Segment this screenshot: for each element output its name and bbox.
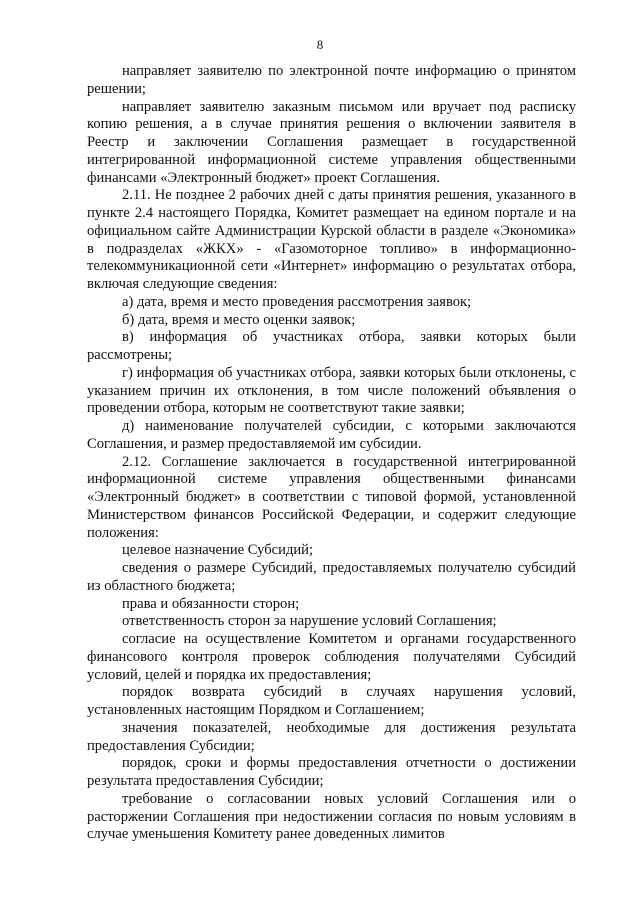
paragraph-liability: ответственность сторон за нарушение условий Соглашения;: [122, 613, 497, 630]
paragraph-consent-control: согласие на осуществление Комитетом и органами государственного финансового контроля проверок соблюдения получателями Субсидий условий, целей и порядка их предоставления;: [87, 631, 576, 683]
paragraph-item-b: б) дата, время и место оценки заявок;: [122, 311, 356, 328]
paragraph-item-v: в) информация об участниках отбора, заявки которых были рассмотрены;: [87, 329, 576, 363]
page-number: 8: [316, 37, 324, 52]
paragraph-notify-email: направляет заявителю по электронной почте информацию о принятом решении;: [87, 63, 576, 97]
paragraph-reporting: порядок, сроки и формы предоставления отчетности о достижении результата предоставления Субсидии;: [87, 755, 576, 789]
paragraph-item-d: д) наименование получателей субсидии, с которыми заключаются Соглашения, и размер предоставляемой им субсидии.: [87, 418, 576, 452]
paragraph-send-decision-copy: направляет заявителю заказным письмом или вручает под расписку копию решения, а в случае принятия решения о включении заявителя в Реестр и заключении Соглашения размещает в государственной интегрированной информационной системе управления общественными финансами «Электронный бюджет» проект Соглашения.: [87, 98, 576, 186]
paragraph-refund-procedure: порядок возврата субсидий в случаях нарушения условий, установленных настоящим Порядком и Соглашением;: [87, 684, 576, 718]
paragraph-indicator-values: значения показателей, необходимые для достижения результата предоставления Субсидии;: [87, 719, 576, 754]
paragraph-item-g: г) информация об участниках отбора, заявки которых были отклонены, с указанием причин их отклонения, в том числе положений объявления о проведении отбора, которым не соответствуют такие заявки;: [87, 364, 576, 417]
paragraph-rights-duties: права и обязанности сторон;: [122, 595, 300, 612]
paragraph-subsidy-amount: сведения о размере Субсидий, предоставляемых получателю субсидий из областного бюджета;: [87, 560, 576, 594]
document-body: [87, 63, 576, 844]
paragraph-clause-2-11: 2.11. Не позднее 2 рабочих дней с даты принятия решения, указанного в пункте 2.4 настоящего Порядка, Комитет размещает на едином портале и на официальном сайте Администрации Курской области в разделе «Экономика» в подразделах «ЖКХ» - «Газомоторное топливо» в информационно-телекоммуникационной сети «Интернет» информацию о результатах отбора, включая следующие сведения:: [87, 187, 576, 292]
paragraph-new-conditions: требование о согласовании новых условий Соглашения или о расторжении Соглашения при недостижении согласия по новым условиям в случае уменьшения Комитету ранее доведенных лимитов: [87, 790, 576, 843]
paragraph-clause-2-12: 2.12. Соглашение заключается в государственной интегрированной информационной системе управления общественными финансами «Электронный бюджет» в соответствии с типовой формой, установленной Министерством финансов Российской Федерации, и содержит следующие положения:: [87, 453, 576, 541]
paragraph-item-a: а) дата, время и место проведения рассмотрения заявок;: [122, 293, 472, 310]
paragraph-target-purpose: целевое назначение Субсидий;: [122, 542, 314, 559]
